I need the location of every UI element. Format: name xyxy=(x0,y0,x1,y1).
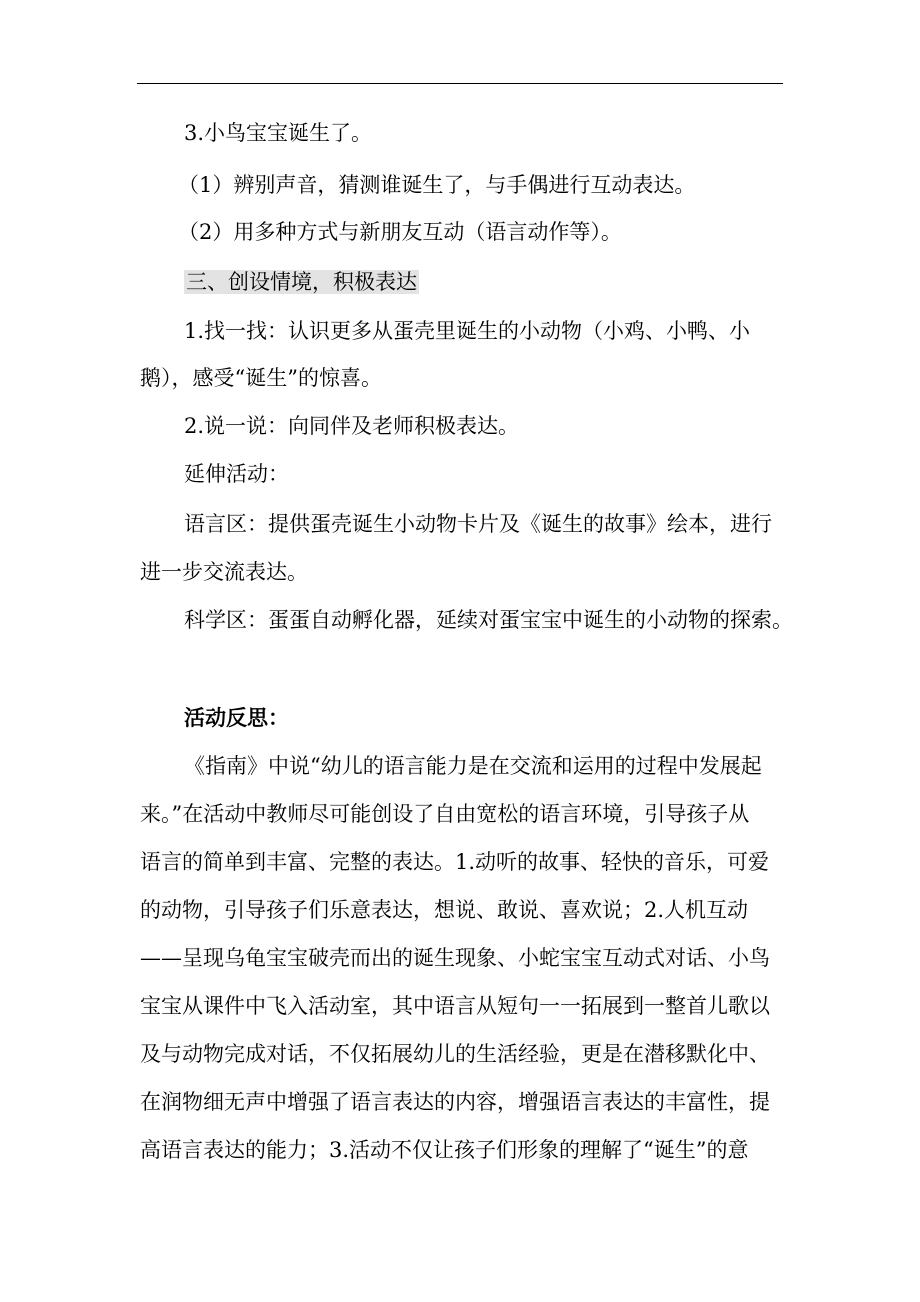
reflection-line: 宝宝从课件中飞入活动室，其中语言从短句一一拓展到一整首儿歌以 xyxy=(140,994,770,1018)
reflection-line: 在润物细无声中增强了语言表达的内容，增强语言表达的丰富性，提 xyxy=(140,1090,770,1114)
reflection-title: 活动反思： xyxy=(184,705,289,730)
extension-science: 科学区：蛋蛋自动孵化器，延续对蛋宝宝中诞生的小动物的探索。 xyxy=(184,608,793,632)
item-3-title: 3.小鸟宝宝诞生了。 xyxy=(184,121,373,145)
header-rule xyxy=(137,83,783,84)
reflection-line: 及与动物完成对话，不仅拓展幼儿的生活经验，更是在潜移默化中、 xyxy=(140,1042,770,1066)
extension-language-line2: 进一步交流表达。 xyxy=(140,560,308,584)
extension-language-line1: 语言区：提供蛋壳诞生小动物卡片及《诞生的故事》绘本，进行 xyxy=(184,512,772,536)
reflection-line: 语言的简单到丰富、完整的表达。1.动听的故事、轻快的音乐，可爱 xyxy=(140,850,770,874)
reflection-line: 《指南》中说“幼儿的语言能力是在交流和运用的过程中发展起 xyxy=(184,754,762,778)
extension-title: 延伸活动： xyxy=(184,462,289,486)
reflection-line: 的动物，引导孩子们乐意表达，想说、敢说、喜欢说；2.人机互动 xyxy=(140,898,749,922)
part3-item1-line2: 鹅），感受“诞生”的惊喜。 xyxy=(140,366,382,390)
part3-item1-line1: 1.找一找：认识更多从蛋壳里诞生的小动物（小鸡、小鸭、小 xyxy=(184,319,751,343)
sub-item-1: （1）辨别声音，猜测谁诞生了，与手偶进行互动表达。 xyxy=(178,173,696,197)
part3-item2: 2.说一说：向同伴及老师积极表达。 xyxy=(184,414,520,438)
part3-heading xyxy=(184,267,419,297)
sub-item-2: （2）用多种方式与新朋友互动（语言动作等）。 xyxy=(178,220,622,244)
reflection-line: ——呈现乌龟宝宝破壳而出的诞生现象、小蛇宝宝互动式对话、小鸟 xyxy=(140,946,770,970)
part3-heading-text: 三、创设情境，积极表达 xyxy=(186,270,417,294)
reflection-line: 高语言表达的能力；3.活动不仅让孩子们形象的理解了“诞生”的意 xyxy=(140,1138,749,1162)
reflection-line: 来。”在活动中教师尽可能创设了自由宽松的语言环境，引导孩子从 xyxy=(140,802,750,826)
